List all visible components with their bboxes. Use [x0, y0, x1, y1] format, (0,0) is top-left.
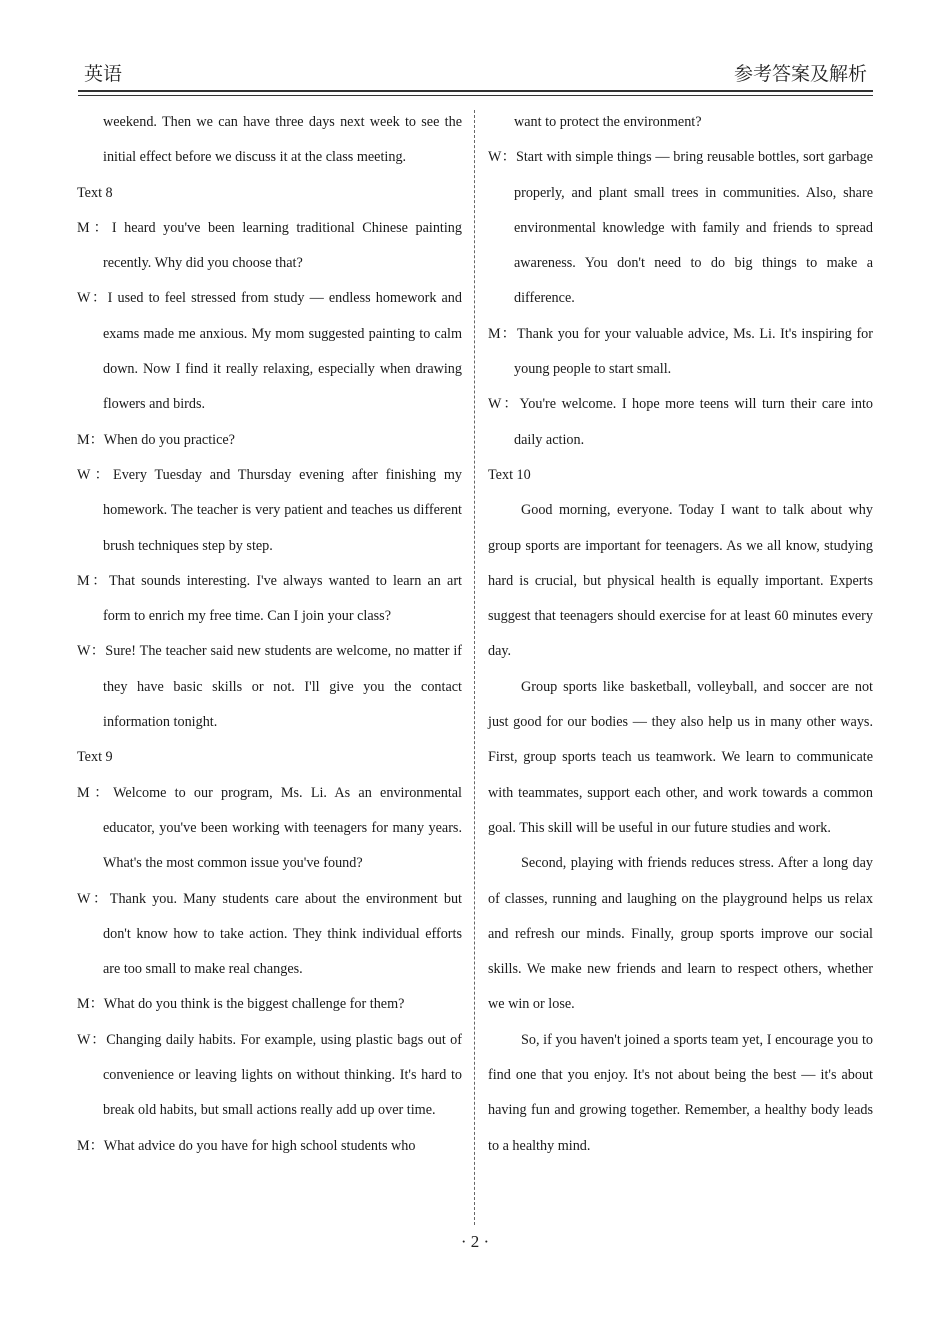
page-header — [78, 58, 873, 92]
subject-title: 英语 — [84, 63, 123, 85]
dialogue-line: W：Thank you. Many students care about the environment but don't know how to take action. They think individual efforts are too small to make real changes. — [77, 890, 462, 978]
header-rule-thick — [78, 90, 873, 92]
text-block: want to protect the environment? — [514, 114, 702, 130]
dialogue-line: W：Every Tuesday and Thursday evening after finishing my homework. The teacher is very patient and teaches us different brush techniques step by step. — [77, 466, 462, 554]
text-block: weekend. Then we can have three days next week to see the initial effect before we discuss it at the class meeting. — [103, 114, 462, 166]
dialogue-line: W：Sure! The teacher said new students are welcome, no matter if they have basic skills or not. I'll give you the contact information tonight. — [77, 643, 462, 731]
dialogue-line: W：Start with simple things — bring reusable bottles, sort garbage properly, and plant small trees in communities. Also, share environmental knowledge with family and friends to spread awareness. You don't need to do big things to make a difference. — [488, 149, 873, 307]
section-label: Text 9 — [77, 749, 113, 766]
dialogue-line: M：When do you practice? — [77, 431, 235, 448]
section-label: Text 8 — [77, 184, 113, 201]
column-divider — [474, 110, 475, 1225]
left-column — [77, 105, 462, 1164]
dialogue-line: M：What do you think is the biggest challenge for them? — [77, 996, 405, 1013]
paragraph: So, if you haven't joined a sports team yet, I encourage you to find one that you enjoy. It's not about being the best — it's about having fun and growing together. Remember, a healthy body leads to a healthy mind. — [488, 1031, 873, 1154]
section-title: 参考答案及解析 — [733, 63, 867, 85]
dialogue-line: M：What advice do you have for high school students who — [77, 1137, 416, 1154]
dialogue-line: W：I used to feel stressed from study — endless homework and exams made me anxious. My mom suggested painting to calm down. Now I find it really relaxing, especially when drawing flowers and birds. — [77, 290, 462, 413]
dialogue-line: W：Changing daily habits. For example, using plastic bags out of convenience or leaving lights on without thinking. It's hard to break old habits, but small actions really add up over time. — [77, 1031, 462, 1119]
dialogue-line: M：Thank you for your valuable advice, Ms. Li. It's inspiring for young people to start small. — [488, 325, 873, 378]
paragraph: Good morning, everyone. Today I want to talk about why group sports are important for teenagers. As we all know, studying hard is crucial, but physical health is equally important. Experts suggest that teenagers should exercise for at least 60 minutes every day. — [488, 502, 873, 660]
paragraph: Group sports like basketball, volleyball, and soccer are not just good for our bodies — they also help us in many other ways. First, group sports teach us teamwork. We learn to communicate with teammates, support each other, and work towards a common goal. This skill will be useful in our future studies and work. — [488, 678, 873, 836]
page-number: · 2 · — [460, 1232, 490, 1251]
dialogue-line: M：I heard you've been learning traditional Chinese painting recently. Why did you choose that? — [77, 219, 462, 272]
section-label: Text 10 — [488, 466, 531, 483]
header-rule-thin — [78, 95, 873, 96]
dialogue-line: M：Welcome to our program, Ms. Li. As an environmental educator, you've been working with teenagers for many years. What's the most common issue you've found? — [77, 784, 462, 872]
right-column — [488, 105, 873, 1164]
dialogue-line: W：You're welcome. I hope more teens will turn their care into daily action. — [488, 396, 873, 448]
paragraph: Second, playing with friends reduces stress. After a long day of classes, running and laughing on the playground helps us relax and refresh our minds. Finally, group sports improve our social skills. We make new friends and learn to respect others, whether we win or lose. — [488, 855, 873, 1013]
dialogue-line: M：That sounds interesting. I've always wanted to learn an art form to enrich my free time. Can I join your class? — [77, 572, 462, 625]
